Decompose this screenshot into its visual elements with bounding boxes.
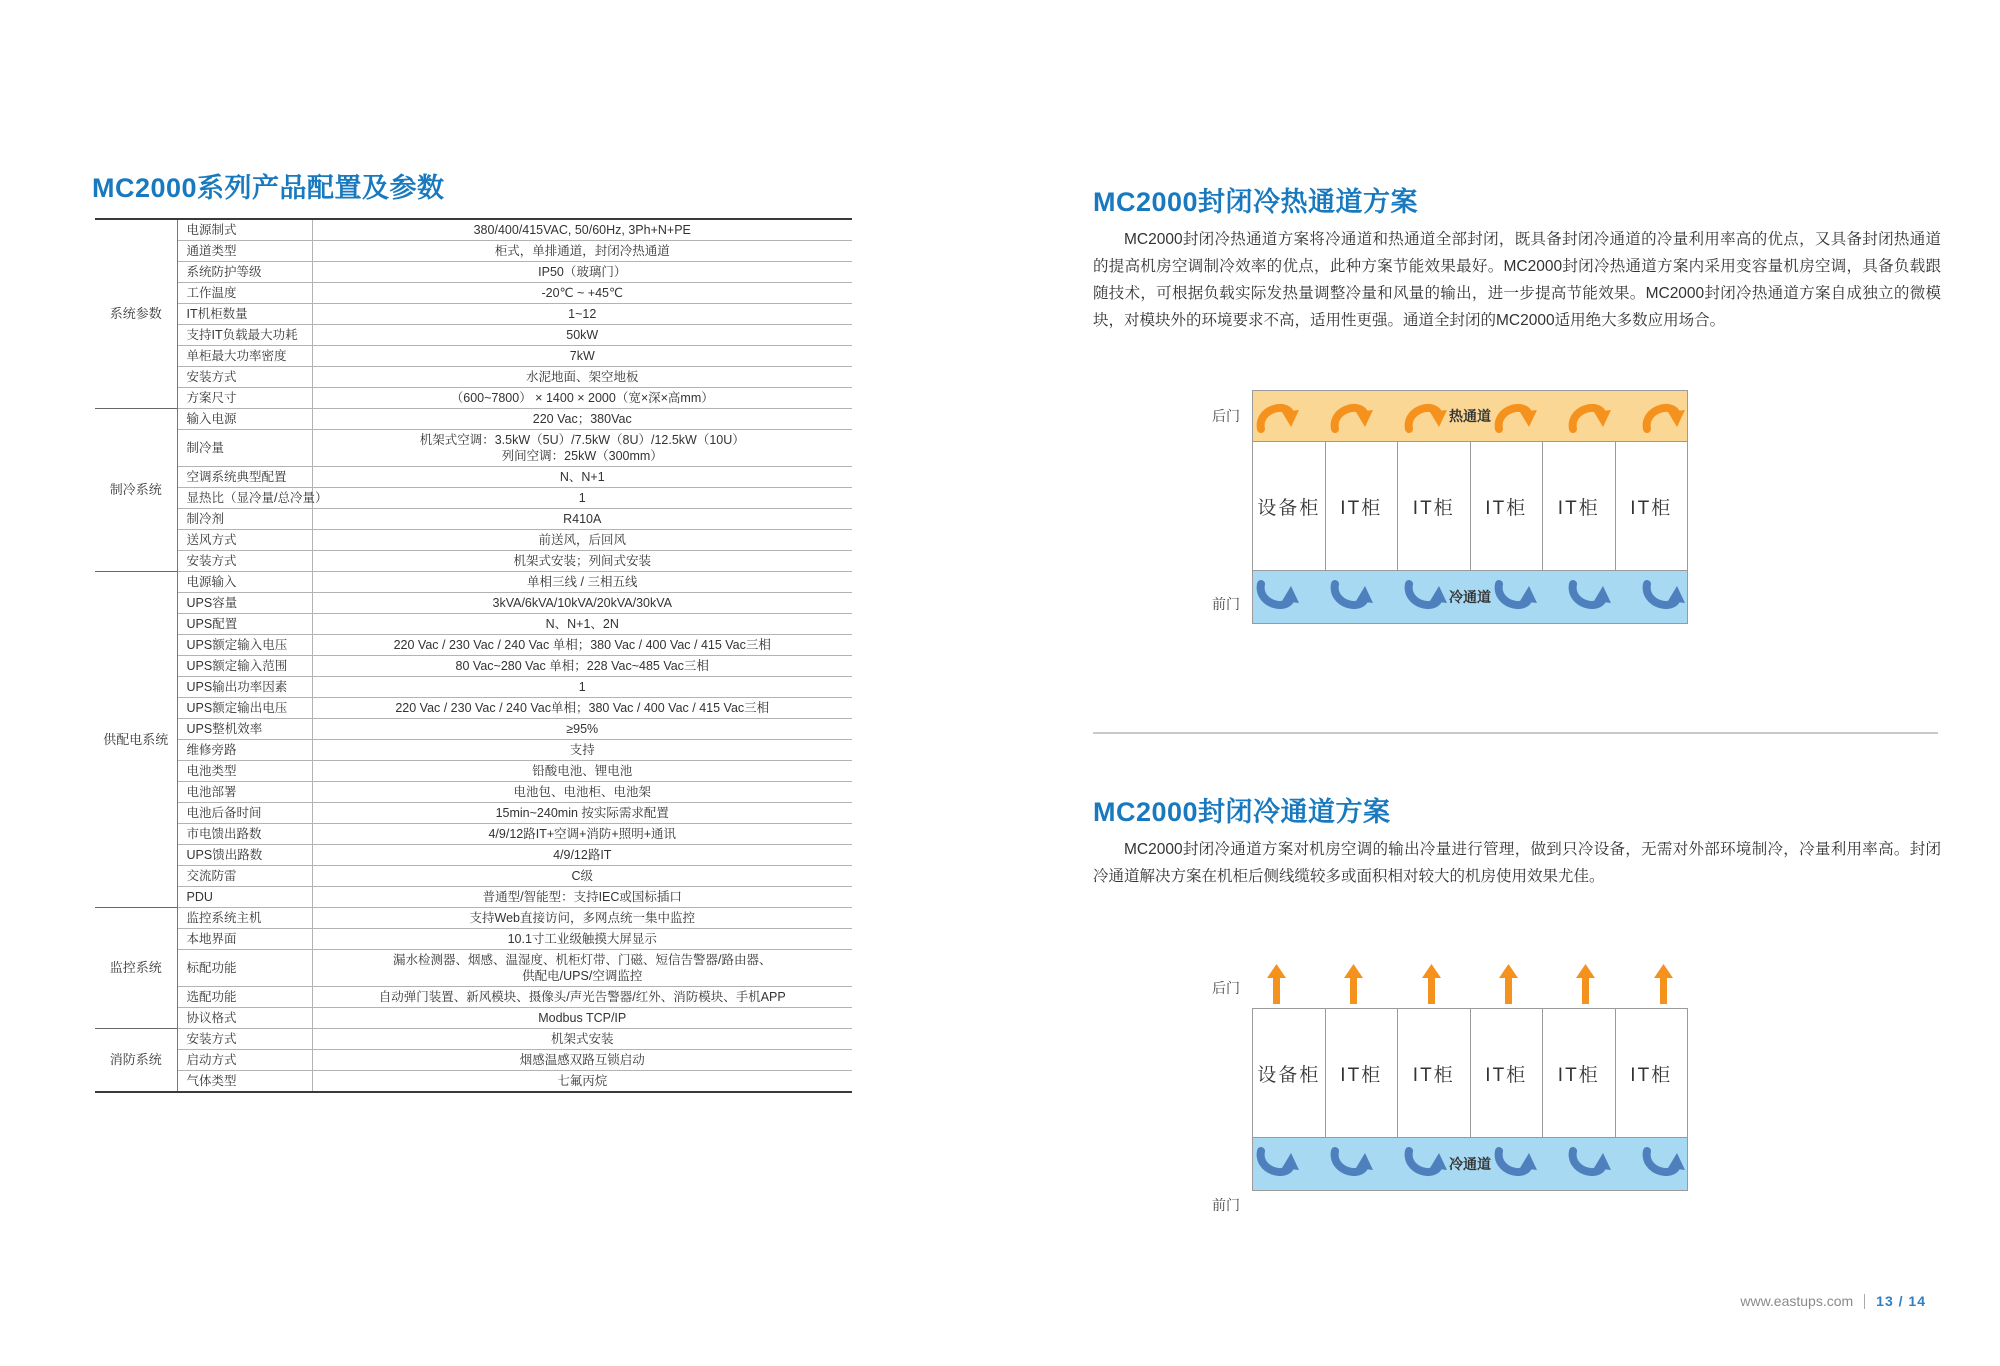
cabinet-cell: IT柜 — [1630, 1064, 1673, 1086]
param-value: 220 Vac / 230 Vac / 240 Vac 单相；380 Vac / 400 Vac / 415 Vac三相 — [312, 635, 852, 656]
param-value: 普通型/智能型：支持IEC或国标插口 — [312, 887, 852, 908]
param-name: 通道类型 — [177, 241, 312, 262]
param-name: 显热比（显冷量/总冷量） — [177, 488, 312, 509]
param-value: 漏水检测器、烟感、温湿度、机柜灯带、门磁、短信告警器/路由器、 供配电/UPS/空调监控 — [312, 950, 852, 987]
table-row — [95, 488, 852, 509]
param-name: 单柜最大功率密度 — [177, 346, 312, 367]
table-row — [95, 1050, 852, 1071]
table-row — [95, 572, 852, 593]
param-name: 安装方式 — [177, 367, 312, 388]
param-value: 前送风，后回风 — [312, 530, 852, 551]
table-row — [95, 1008, 852, 1029]
param-value: 水泥地面、架空地板 — [312, 367, 852, 388]
param-name: 电源制式 — [177, 219, 312, 241]
hot-exhaust-arrow-icon — [1576, 964, 1595, 1004]
param-value: N、N+1 — [312, 467, 852, 488]
cold-airflow-arrow-icon — [1566, 1147, 1612, 1181]
cold-airflow-arrow-icon — [1492, 1147, 1538, 1181]
param-value: 4/9/12路IT+空调+消防+照明+通讯 — [312, 824, 852, 845]
param-value: 380/400/415VAC, 50/60Hz, 3Ph+N+PE — [312, 219, 852, 241]
cold-airflow-arrow-icon — [1254, 580, 1300, 614]
hot-exhaust-arrow-icon — [1422, 964, 1441, 1004]
page-footer — [1740, 1293, 1926, 1309]
param-value: N、N+1、2N — [312, 614, 852, 635]
table-row — [95, 929, 852, 950]
cold-aisle-diagram — [1252, 1008, 1688, 1191]
cabinet-cell: 设备柜 — [1253, 442, 1326, 570]
param-value: C级 — [312, 866, 852, 887]
hot-airflow-arrow-icon — [1640, 399, 1686, 433]
section-divider — [1093, 732, 1938, 734]
param-name: UPS整机效率 — [177, 719, 312, 740]
param-value: 1 — [312, 488, 852, 509]
hot-exhaust-arrow-icon — [1344, 964, 1363, 1004]
cabinet-row — [1253, 1009, 1687, 1137]
param-name: 空调系统典型配置 — [177, 467, 312, 488]
category-cell: 供配电系统 — [95, 572, 177, 908]
front-door-label: 前门 — [1212, 596, 1240, 612]
param-value: 4/9/12路IT — [312, 845, 852, 866]
param-name: 电源输入 — [177, 572, 312, 593]
table-row — [95, 635, 852, 656]
page-title: MC2000系列产品配置及参数 — [92, 173, 445, 203]
param-value: 烟感温感双路互锁启动 — [312, 1050, 852, 1071]
param-value: 10.1寸工业级触摸大屏显示 — [312, 929, 852, 950]
param-name: 气体类型 — [177, 1071, 312, 1093]
param-name: UPS馈出路数 — [177, 845, 312, 866]
section2-paragraph: MC2000封闭冷通道方案对机房空调的输出冷量进行管理，做到只冷设备，无需对外部环境制冷，冷量利用率高。封闭冷通道解决方案在机柜后侧线缆较多或面积相对较大的机房使用效果尤佳。 — [1093, 841, 1941, 885]
table-row — [95, 430, 852, 467]
category-cell: 制冷系统 — [95, 409, 177, 572]
table-row — [95, 509, 852, 530]
param-value: （600~7800） × 1400 × 2000（宽×深×高mm） — [312, 388, 852, 409]
param-name: 制冷剂 — [177, 509, 312, 530]
hot-airflow-arrow-icon — [1328, 399, 1374, 433]
hot-exhaust-arrow-icon — [1654, 964, 1673, 1004]
param-name: 启动方式 — [177, 1050, 312, 1071]
param-value: 单相三线 / 三相五线 — [312, 572, 852, 593]
param-name: UPS配置 — [177, 614, 312, 635]
param-value: IP50（玻璃门） — [312, 262, 852, 283]
param-name: 维修旁路 — [177, 740, 312, 761]
footer-divider — [1864, 1294, 1865, 1309]
param-value: Modbus TCP/IP — [312, 1008, 852, 1029]
table-row — [95, 388, 852, 409]
param-name: 安装方式 — [177, 1029, 312, 1050]
cold-airflow-arrow-icon — [1640, 1147, 1686, 1181]
param-name: UPS额定输入电压 — [177, 635, 312, 656]
cabinet-cell: IT柜 — [1398, 442, 1471, 570]
param-value: 50kW — [312, 325, 852, 346]
spec-table — [95, 218, 852, 1093]
cold-airflow-arrow-icon — [1328, 580, 1374, 614]
cabinet-cell: IT柜 — [1543, 1009, 1616, 1137]
param-name: 电池后备时间 — [177, 803, 312, 824]
cabinet-row — [1253, 442, 1687, 570]
param-name: 输入电源 — [177, 409, 312, 430]
table-row — [95, 467, 852, 488]
table-row — [95, 346, 852, 367]
cabinet-cell: 设备柜 — [1253, 1009, 1326, 1137]
table-row — [95, 241, 852, 262]
page-number: 13 / 14 — [1876, 1293, 1926, 1309]
param-name: 选配功能 — [177, 987, 312, 1008]
cold-airflow-arrow-icon — [1254, 1147, 1300, 1181]
front-door-label: 前门 — [1212, 1197, 1240, 1213]
param-name: 监控系统主机 — [177, 908, 312, 929]
table-row — [95, 824, 852, 845]
cabinet-cell: IT柜 — [1630, 497, 1673, 519]
param-name: 安装方式 — [177, 551, 312, 572]
param-name: 工作温度 — [177, 283, 312, 304]
cold-aisle-label: 冷通道 — [1448, 1156, 1491, 1172]
category-cell: 监控系统 — [95, 908, 177, 1029]
table-row — [95, 950, 852, 987]
table-row — [95, 551, 852, 572]
param-name: 协议格式 — [177, 1008, 312, 1029]
section1-paragraph: MC2000封闭冷热通道方案将冷通道和热通道全部封闭，既具备封闭冷通道的冷量利用率高的优点，又具备封闭热通道的提高机房空调制冷效率的优点，此种方案节能效果最好。MC2000封闭冷热通道方案内采用变容量机房空调，具备负载跟随技术，可根据负载实际发热量调整冷量和风量的输出，进一步提高节能效果。MC2000封闭冷热通道方案自成独立的微模块，对模块外的环境要求不高，适用性更强。通道全封闭的MC2000适用绝大多数应用场合。 — [1093, 231, 1941, 329]
param-value: 七氟丙烷 — [312, 1071, 852, 1093]
hot-exhaust-arrow-row — [1252, 960, 1688, 1004]
param-name: UPS输出功率因素 — [177, 677, 312, 698]
param-name: 支持IT负载最大功耗 — [177, 325, 312, 346]
table-row — [95, 530, 852, 551]
table-row — [95, 593, 852, 614]
param-value: 自动弹门装置、新风模块、摄像头/声光告警器/红外、消防模块、手机APP — [312, 987, 852, 1008]
table-row — [95, 1071, 852, 1093]
table-row — [95, 719, 852, 740]
param-name: 系统防护等级 — [177, 262, 312, 283]
cold-airflow-arrow-icon — [1402, 580, 1448, 614]
table-row — [95, 219, 852, 241]
table-row — [95, 409, 852, 430]
param-name: 交流防雷 — [177, 866, 312, 887]
param-name: 制冷量 — [177, 430, 312, 467]
table-row — [95, 782, 852, 803]
param-value: 电池包、电池柜、电池架 — [312, 782, 852, 803]
cold-aisle-label: 冷通道 — [1448, 589, 1491, 605]
cabinet-cell: IT柜 — [1326, 442, 1399, 570]
hot-airflow-arrow-icon — [1566, 399, 1612, 433]
back-door-label: 后门 — [1212, 980, 1240, 996]
section1-title: MC2000封闭冷热通道方案 — [1093, 187, 1419, 217]
cabinet-cell: IT柜 — [1471, 1009, 1544, 1137]
table-row — [95, 803, 852, 824]
cabinet-cell: IT柜 — [1326, 1009, 1399, 1137]
table-row — [95, 614, 852, 635]
table-row — [95, 677, 852, 698]
back-door-label: 后门 — [1212, 408, 1240, 424]
param-name: 标配功能 — [177, 950, 312, 987]
param-value: 机架式空调：3.5kW（5U）/7.5kW（8U）/12.5kW（10U） 列间空调：25kW（300mm） — [312, 430, 852, 467]
param-name: 电池类型 — [177, 761, 312, 782]
section2-title: MC2000封闭冷通道方案 — [1093, 797, 1391, 827]
table-row — [95, 845, 852, 866]
cold-airflow-arrow-icon — [1328, 1147, 1374, 1181]
category-cell: 消防系统 — [95, 1029, 177, 1093]
table-row — [95, 262, 852, 283]
table-row — [95, 887, 852, 908]
table-row — [95, 866, 852, 887]
param-name: 方案尺寸 — [177, 388, 312, 409]
cold-airflow-arrow-icon — [1402, 1147, 1448, 1181]
param-value: 1~12 — [312, 304, 852, 325]
param-value: 柜式，单排通道，封闭冷热通道 — [312, 241, 852, 262]
param-value: 220 Vac / 230 Vac / 240 Vac单相；380 Vac / 400 Vac / 415 Vac三相 — [312, 698, 852, 719]
param-value: 机架式安装；列间式安装 — [312, 551, 852, 572]
hot-exhaust-arrow-icon — [1267, 964, 1286, 1004]
hot-airflow-arrow-icon — [1254, 399, 1300, 433]
table-row — [95, 761, 852, 782]
cold-airflow-arrow-icon — [1566, 580, 1612, 614]
param-value: 支持 — [312, 740, 852, 761]
hot-cold-aisle-diagram — [1252, 390, 1688, 624]
param-value: 80 Vac~280 Vac 单相；228 Vac~485 Vac三相 — [312, 656, 852, 677]
param-value: ≥95% — [312, 719, 852, 740]
table-row — [95, 987, 852, 1008]
param-value: R410A — [312, 509, 852, 530]
param-value: 15min~240min 按实际需求配置 — [312, 803, 852, 824]
category-cell: 系统参数 — [95, 219, 177, 409]
cold-aisle-band — [1253, 570, 1687, 623]
hot-aisle-band — [1253, 391, 1687, 442]
table-row — [95, 1029, 852, 1050]
cold-airflow-arrow-icon — [1492, 580, 1538, 614]
table-row — [95, 908, 852, 929]
hot-aisle-label: 热通道 — [1448, 408, 1491, 424]
table-row — [95, 367, 852, 388]
hot-airflow-arrow-icon — [1402, 399, 1448, 433]
param-name: UPS额定输入范围 — [177, 656, 312, 677]
param-value: 220 Vac；380Vac — [312, 409, 852, 430]
param-name: 市电馈出路数 — [177, 824, 312, 845]
param-name: 送风方式 — [177, 530, 312, 551]
param-name: PDU — [177, 887, 312, 908]
cabinet-cell: IT柜 — [1398, 1009, 1471, 1137]
param-name: IT机柜数量 — [177, 304, 312, 325]
table-row — [95, 325, 852, 346]
param-value: 3kVA/6kVA/10kVA/20kVA/30kVA — [312, 593, 852, 614]
param-name: 电池部署 — [177, 782, 312, 803]
param-value: 1 — [312, 677, 852, 698]
param-name: UPS容量 — [177, 593, 312, 614]
hot-airflow-arrow-icon — [1492, 399, 1538, 433]
cabinet-cell: IT柜 — [1543, 442, 1616, 570]
hot-exhaust-arrow-icon — [1499, 964, 1518, 1004]
param-value: 7kW — [312, 346, 852, 367]
cabinet-cell: IT柜 — [1471, 442, 1544, 570]
param-value: 铅酸电池、锂电池 — [312, 761, 852, 782]
website-url: www.eastups.com — [1740, 1293, 1854, 1309]
table-row — [95, 304, 852, 325]
table-row — [95, 283, 852, 304]
table-row — [95, 698, 852, 719]
cold-aisle-band — [1253, 1137, 1687, 1190]
table-row — [95, 740, 852, 761]
param-value: -20℃ ~ +45℃ — [312, 283, 852, 304]
param-value: 机架式安装 — [312, 1029, 852, 1050]
param-name: UPS额定输出电压 — [177, 698, 312, 719]
param-name: 本地界面 — [177, 929, 312, 950]
table-row — [95, 656, 852, 677]
cold-airflow-arrow-icon — [1640, 580, 1686, 614]
param-value: 支持Web直接访问，多网点统一集中监控 — [312, 908, 852, 929]
